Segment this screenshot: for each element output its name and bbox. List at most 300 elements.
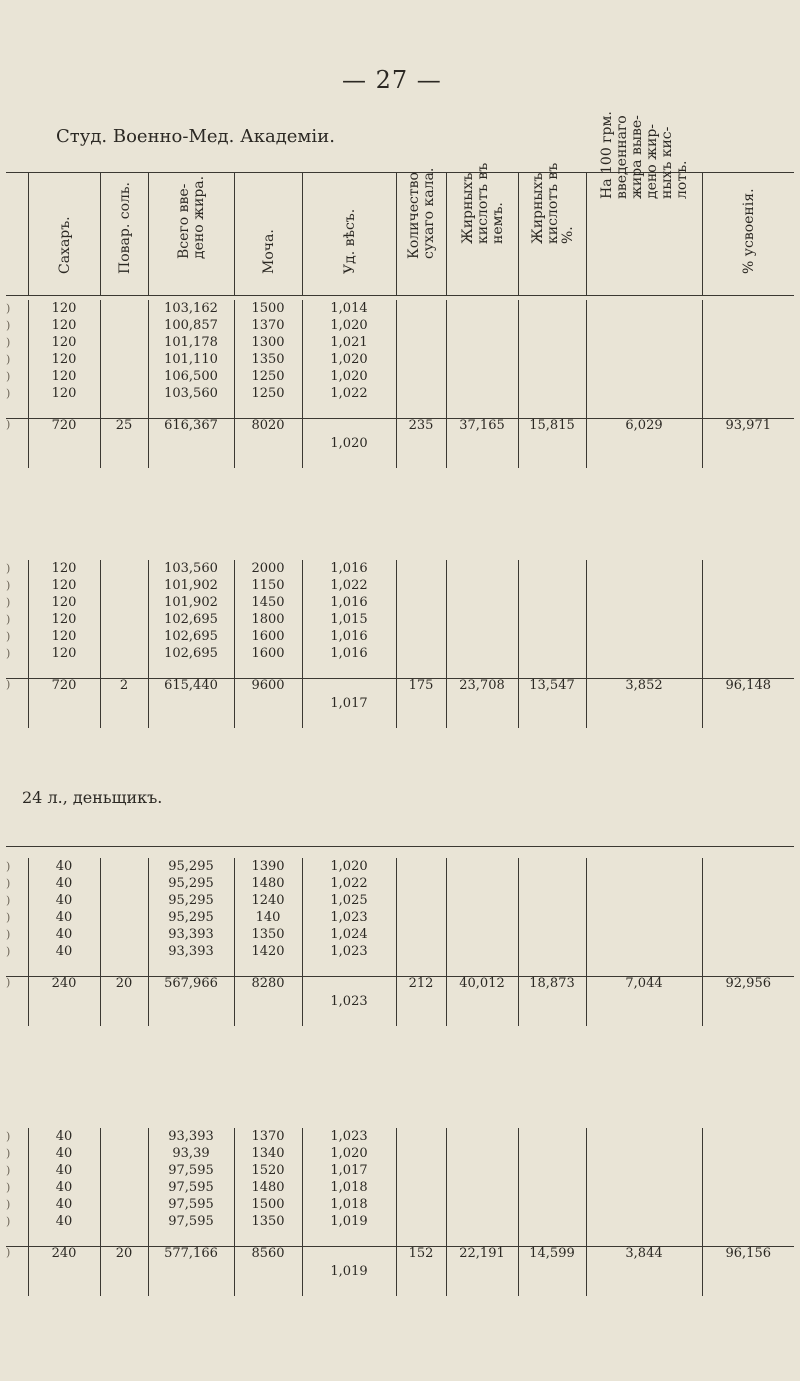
table-cell: [100, 368, 148, 385]
total-cell: 15,815: [518, 418, 586, 468]
table-cell: 1,016: [302, 594, 396, 611]
table-cell: [446, 1162, 518, 1179]
margin-mark: ): [6, 613, 11, 626]
header-label-line: немъ.: [489, 202, 506, 244]
table-row: [6, 875, 794, 892]
table-cell: [702, 594, 794, 611]
table-cell: 93,39: [148, 1145, 234, 1162]
data-table: [6, 858, 794, 1026]
table-cell: 1340: [234, 1145, 302, 1162]
table-cell: 40: [28, 1213, 100, 1230]
header-label-line: кислотъ въ: [474, 162, 491, 244]
total-cell: 616,367: [148, 418, 234, 468]
table-cell: [396, 892, 446, 909]
table-cell: 1250: [234, 368, 302, 385]
header-label-line: %.: [559, 226, 576, 244]
table-cell: 97,595: [148, 1196, 234, 1213]
table-cell: [396, 594, 446, 611]
table-cell: [586, 943, 702, 960]
total-cell: 20: [100, 1246, 148, 1296]
table-cell: 101,902: [148, 577, 234, 594]
table-cell: 40: [28, 875, 100, 892]
table-cell: [702, 577, 794, 594]
header-label: [461, 163, 506, 244]
table-cell: 40: [28, 943, 100, 960]
table-cell: 40: [28, 909, 100, 926]
total-cell: 175: [396, 678, 446, 728]
spacer-row: [6, 960, 794, 976]
table-cell: [446, 645, 518, 662]
table-cell: [446, 594, 518, 611]
table-row: [6, 1179, 794, 1196]
table-cell: [586, 594, 702, 611]
margin-mark: ): [6, 562, 11, 575]
table-cell: [396, 645, 446, 662]
table-cell: [100, 334, 148, 351]
table-cell: [100, 1213, 148, 1230]
total-cell: 92,956: [702, 976, 794, 1026]
table-cell: [702, 351, 794, 368]
table-cell: [100, 892, 148, 909]
margin-mark: ): [6, 860, 11, 873]
table-cell: [396, 875, 446, 892]
section-subtitle: 24 л., деньщикъ.: [22, 788, 163, 807]
header-label-line: жира выве-: [629, 115, 645, 199]
table-cell: [702, 875, 794, 892]
table-cell: [446, 577, 518, 594]
table-cell: 95,295: [148, 892, 234, 909]
header-label: [531, 163, 576, 244]
table-cell: 2000: [234, 560, 302, 577]
table-cell: 1,020: [302, 351, 396, 368]
table-cell: 120: [28, 351, 100, 368]
table-row: [6, 628, 794, 645]
table-cell: [702, 560, 794, 577]
margin-mark: ): [6, 579, 11, 592]
table-cell: [100, 909, 148, 926]
table-cell: 120: [28, 368, 100, 385]
table-cell: [396, 1196, 446, 1213]
table-row: [6, 645, 794, 662]
table-cell: 1,023: [302, 1128, 396, 1145]
total-cell: 20: [100, 976, 148, 1026]
table-row: [6, 1213, 794, 1230]
table-cell: [396, 858, 446, 875]
table-cell: 1,019: [302, 1213, 396, 1230]
table-cell: [446, 892, 518, 909]
table-cell: [518, 909, 586, 926]
table-cell: [518, 368, 586, 385]
table-row: [6, 858, 794, 875]
header-cell: [148, 173, 235, 295]
total-cell: 96,148: [702, 678, 794, 728]
margin-mark: ): [6, 353, 11, 366]
table-cell: 1,016: [302, 645, 396, 662]
table-cell: [586, 1213, 702, 1230]
total-cell: 40,012: [446, 976, 518, 1026]
total-cell: 567,966: [148, 976, 234, 1026]
table-cell: [702, 645, 794, 662]
header-label-line: кислотъ въ: [544, 162, 561, 244]
table-cell: [100, 943, 148, 960]
table-cell: 120: [28, 628, 100, 645]
total-cell: 1,017: [302, 678, 396, 728]
header-label-line: дено жира.: [191, 175, 207, 259]
table-cell: [586, 1145, 702, 1162]
table-row: [6, 611, 794, 628]
table-cell: [518, 1128, 586, 1145]
table-cell: 40: [28, 1145, 100, 1162]
total-row: [6, 1246, 794, 1296]
table-cell: [586, 577, 702, 594]
table-cell: 102,695: [148, 628, 234, 645]
header-label-line: ныхъ кис-: [659, 126, 675, 199]
margin-mark: ): [6, 319, 11, 332]
table-cell: 97,595: [148, 1162, 234, 1179]
table-row: [6, 560, 794, 577]
table-cell: 1,025: [302, 892, 396, 909]
table-cell: 100,857: [148, 317, 234, 334]
table-cell: [518, 1213, 586, 1230]
margin-mark: ): [6, 387, 11, 400]
margin-mark: ): [6, 877, 11, 890]
header-label-line: Жирныхъ: [529, 172, 546, 244]
table-cell: [100, 1162, 148, 1179]
table-cell: 102,695: [148, 611, 234, 628]
table-cell: 1350: [234, 926, 302, 943]
margin-mark: ): [6, 678, 11, 691]
total-cell: 18,873: [518, 976, 586, 1026]
header-label: [58, 216, 73, 274]
table-cell: [702, 1162, 794, 1179]
table-cell: [446, 875, 518, 892]
total-rule: [6, 976, 794, 977]
table-cell: [518, 317, 586, 334]
total-cell: 22,191: [446, 1246, 518, 1296]
table-cell: [586, 300, 702, 317]
table-cell: [396, 628, 446, 645]
table-cell: 97,595: [148, 1179, 234, 1196]
table-cell: 103,560: [148, 560, 234, 577]
table-cell: [100, 1145, 148, 1162]
table-cell: 1420: [234, 943, 302, 960]
table-cell: [446, 909, 518, 926]
header-label: [742, 188, 757, 274]
table-cell: [396, 1128, 446, 1145]
table-cell: [446, 300, 518, 317]
total-cell: 8020: [234, 418, 302, 468]
table-cell: 101,902: [148, 594, 234, 611]
total-rule: [6, 1246, 794, 1247]
table-cell: 1250: [234, 385, 302, 402]
margin-mark: ): [6, 976, 11, 989]
total-cell: 1,023: [302, 976, 396, 1026]
table-cell: [586, 909, 702, 926]
header-label-line: Моча.: [260, 229, 277, 274]
table-cell: [396, 909, 446, 926]
table-cell: 120: [28, 560, 100, 577]
header-cell: [586, 111, 703, 295]
table-cell: [446, 317, 518, 334]
table-cell: [396, 611, 446, 628]
table-cell: [586, 368, 702, 385]
table-cell: [396, 334, 446, 351]
table-cell: 93,393: [148, 943, 234, 960]
table-cell: 1,022: [302, 577, 396, 594]
header-cell: [518, 162, 587, 295]
table-cell: [396, 1213, 446, 1230]
table-cell: [446, 1145, 518, 1162]
header-cell: [396, 167, 447, 295]
table-cell: [446, 368, 518, 385]
table-cell: [518, 943, 586, 960]
table-cell: [586, 926, 702, 943]
table-cell: 1370: [234, 1128, 302, 1145]
table-cell: [396, 368, 446, 385]
total-cell: 615,440: [148, 678, 234, 728]
table-cell: [702, 611, 794, 628]
header-label-line: % усвоенія.: [740, 188, 757, 274]
total-row: [6, 678, 794, 728]
total-cell: 240: [28, 976, 100, 1026]
table-row: [6, 317, 794, 334]
table-cell: [100, 1196, 148, 1213]
table-cell: 120: [28, 317, 100, 334]
table-cell: [586, 628, 702, 645]
table-cell: [518, 926, 586, 943]
data-table: [6, 1128, 794, 1296]
table-cell: 93,393: [148, 1128, 234, 1145]
table-cell: 1,023: [302, 909, 396, 926]
table-cell: [586, 1179, 702, 1196]
table-cell: 1300: [234, 334, 302, 351]
table-cell: [518, 594, 586, 611]
total-cell: 9600: [234, 678, 302, 728]
table-cell: [586, 334, 702, 351]
table-cell: [446, 628, 518, 645]
header-label-line: лотъ.: [674, 160, 690, 199]
table-row: [6, 368, 794, 385]
table-cell: [100, 1179, 148, 1196]
table-cell: 1,022: [302, 875, 396, 892]
total-rule: [6, 678, 794, 679]
header-label-line: введеннаго: [614, 115, 630, 199]
total-cell: 3,852: [586, 678, 702, 728]
table-cell: [702, 385, 794, 402]
table-cell: [396, 926, 446, 943]
total-cell: 240: [28, 1246, 100, 1296]
total-cell: 13,547: [518, 678, 586, 728]
table-cell: [100, 317, 148, 334]
table-cell: 1150: [234, 577, 302, 594]
table-cell: 1,016: [302, 560, 396, 577]
table-cell: [446, 385, 518, 402]
table-cell: 1,021: [302, 334, 396, 351]
table-cell: 1370: [234, 317, 302, 334]
table-cell: [586, 611, 702, 628]
table-cell: [100, 875, 148, 892]
table-cell: 103,560: [148, 385, 234, 402]
margin-mark: ): [6, 1181, 11, 1194]
table-cell: 1,020: [302, 317, 396, 334]
table-row: [6, 351, 794, 368]
table-cell: 106,500: [148, 368, 234, 385]
table-cell: 1,024: [302, 926, 396, 943]
total-cell: 2: [100, 678, 148, 728]
total-cell: 7,044: [586, 976, 702, 1026]
table-cell: [518, 858, 586, 875]
table-cell: 1,017: [302, 1162, 396, 1179]
table-cell: [518, 334, 586, 351]
table-cell: [518, 875, 586, 892]
table-cell: [396, 300, 446, 317]
table-cell: 40: [28, 1196, 100, 1213]
table-cell: [396, 317, 446, 334]
total-rule: [6, 418, 794, 419]
table-row: [6, 943, 794, 960]
total-cell: 8280: [234, 976, 302, 1026]
table-cell: [100, 611, 148, 628]
table-cell: 1350: [234, 351, 302, 368]
spacer-row: [6, 402, 794, 418]
header-label-line: Всего вве-: [176, 183, 192, 259]
table-cell: 1600: [234, 628, 302, 645]
table-cell: [518, 1145, 586, 1162]
table-cell: 93,393: [148, 926, 234, 943]
table-cell: [518, 577, 586, 594]
data-table: [6, 560, 794, 728]
header-label: [262, 229, 277, 274]
margin-mark: ): [6, 1246, 11, 1259]
header-label-line: дено жир-: [644, 123, 660, 199]
table-cell: 97,595: [148, 1213, 234, 1230]
total-row: [6, 418, 794, 468]
table-cell: 95,295: [148, 858, 234, 875]
total-cell: 3,844: [586, 1246, 702, 1296]
total-cell: 720: [28, 678, 100, 728]
table-row: [6, 300, 794, 317]
table-cell: [446, 943, 518, 960]
margin-mark: ): [6, 302, 11, 315]
table-cell: 120: [28, 594, 100, 611]
table-cell: 1,020: [302, 368, 396, 385]
table-cell: [396, 943, 446, 960]
header-cell: [100, 173, 149, 295]
table-cell: [518, 1196, 586, 1213]
table-cell: [446, 1213, 518, 1230]
margin-mark: ): [6, 596, 11, 609]
table-cell: 120: [28, 577, 100, 594]
table-cell: [702, 858, 794, 875]
table-cell: 101,110: [148, 351, 234, 368]
table-cell: [100, 300, 148, 317]
table-cell: [446, 611, 518, 628]
table-cell: 40: [28, 858, 100, 875]
table-row: [6, 909, 794, 926]
total-cell: 23,708: [446, 678, 518, 728]
table-cell: [586, 1196, 702, 1213]
margin-mark: ): [6, 1147, 11, 1160]
total-cell: 1,020: [302, 418, 396, 468]
total-cell: 25: [100, 418, 148, 468]
table-cell: 1,020: [302, 858, 396, 875]
table-cell: 101,178: [148, 334, 234, 351]
table-cell: [518, 628, 586, 645]
total-cell: 14,599: [518, 1246, 586, 1296]
total-cell: 577,166: [148, 1246, 234, 1296]
table-cell: 40: [28, 926, 100, 943]
table-cell: [100, 385, 148, 402]
table-cell: [586, 875, 702, 892]
table-cell: [518, 1179, 586, 1196]
table-cell: 95,295: [148, 909, 234, 926]
header-cell: [702, 173, 795, 295]
table-cell: 1480: [234, 1179, 302, 1196]
table-cell: 1,018: [302, 1179, 396, 1196]
margin-mark: ): [6, 1164, 11, 1177]
table-cell: [586, 858, 702, 875]
margin-mark: ): [6, 928, 11, 941]
table-cell: [702, 317, 794, 334]
table-cell: [446, 334, 518, 351]
table-cell: [518, 892, 586, 909]
margin-mark: ): [6, 336, 11, 349]
data-table: [6, 300, 794, 468]
table-cell: [702, 943, 794, 960]
table-cell: 95,295: [148, 875, 234, 892]
table-cell: [446, 1196, 518, 1213]
table-cell: [396, 351, 446, 368]
margin-mark: ): [6, 418, 11, 431]
margin-mark: ): [6, 1198, 11, 1211]
table-cell: [702, 1196, 794, 1213]
table-cell: [446, 1179, 518, 1196]
table-cell: 1500: [234, 300, 302, 317]
table-cell: [518, 300, 586, 317]
table-cell: [396, 560, 446, 577]
margin-mark: ): [6, 647, 11, 660]
header-cell: [234, 173, 303, 295]
table-cell: [100, 926, 148, 943]
table-cell: 103,162: [148, 300, 234, 317]
table-cell: [702, 1213, 794, 1230]
table-cell: [702, 892, 794, 909]
table-cell: [702, 628, 794, 645]
table-cell: 1,020: [302, 1145, 396, 1162]
table-cell: 1520: [234, 1162, 302, 1179]
table-cell: [100, 351, 148, 368]
header-label-line: сухаго кала.: [421, 167, 437, 259]
table-cell: [518, 385, 586, 402]
table-cell: 1480: [234, 875, 302, 892]
table-cell: 120: [28, 645, 100, 662]
header-label-line: Повар. соль.: [116, 182, 133, 274]
table-cell: [446, 858, 518, 875]
header-label: [118, 182, 133, 274]
table-cell: [702, 909, 794, 926]
table-cell: [446, 1128, 518, 1145]
table-cell: 1600: [234, 645, 302, 662]
section-rule: [6, 846, 794, 847]
table-cell: [100, 858, 148, 875]
total-cell: 235: [396, 418, 446, 468]
header-label-line: Сахаръ.: [56, 216, 73, 274]
table-cell: [518, 611, 586, 628]
table-row: [6, 1145, 794, 1162]
table-row: [6, 1162, 794, 1179]
spacer-row: [6, 1230, 794, 1246]
table-cell: [702, 1179, 794, 1196]
